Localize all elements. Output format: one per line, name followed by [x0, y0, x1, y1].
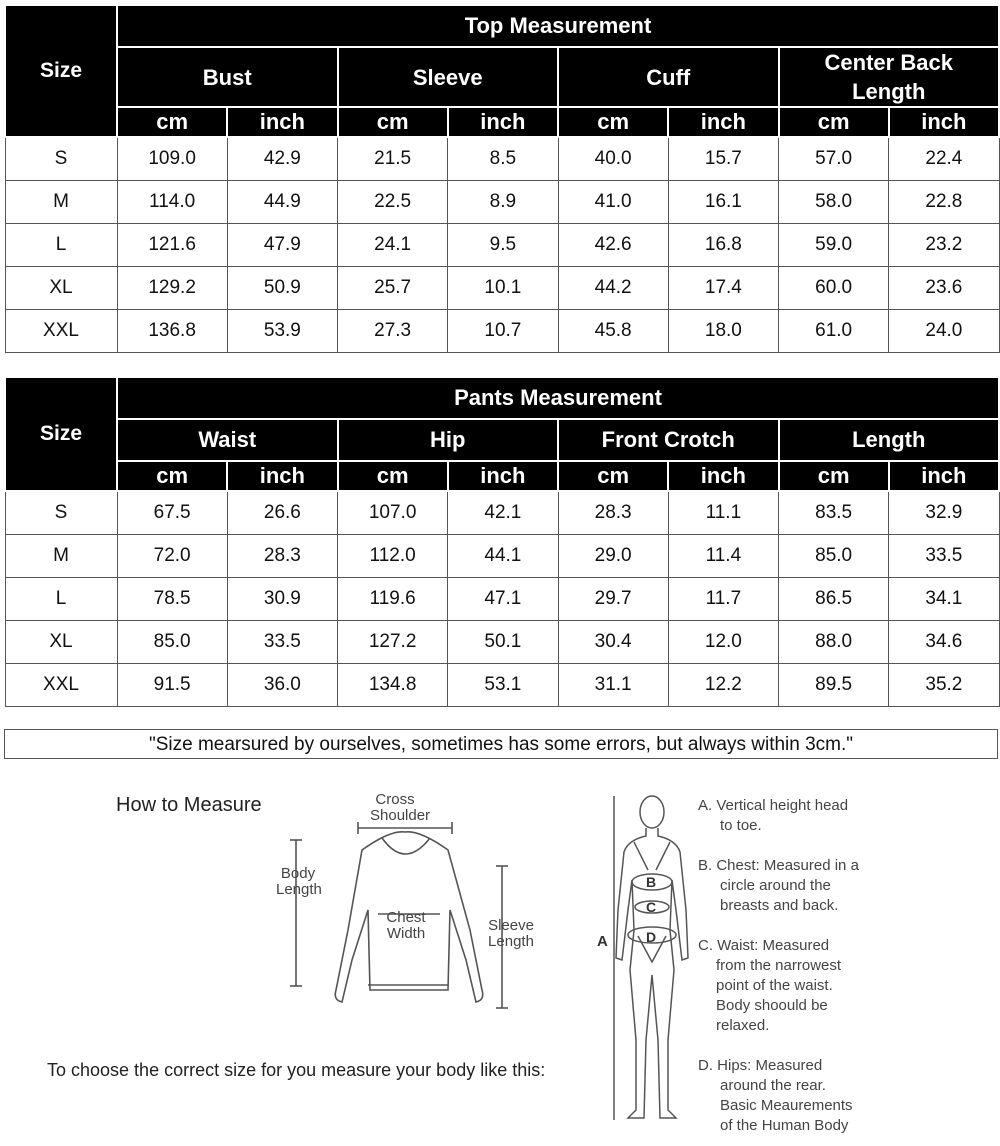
group-header-line: Center Back [824, 50, 953, 75]
size-cell: XL [5, 621, 117, 664]
unit-header: cm [558, 107, 668, 137]
measurement-cell: 22.8 [889, 181, 999, 224]
size-cell: S [5, 137, 117, 181]
group-header: Waist [117, 419, 338, 461]
measurement-cell: 44.2 [558, 267, 668, 310]
group-header [117, 47, 338, 107]
group-header-line: Cuff [646, 64, 691, 90]
measurement-cell: 22.4 [889, 137, 999, 181]
size-column-header: Size [5, 377, 117, 491]
measurement-cell: 8.9 [448, 181, 558, 224]
measurement-cell: 26.6 [227, 491, 337, 535]
group-header-line: Bust [202, 64, 252, 90]
measurement-cell: 33.5 [889, 535, 999, 578]
group-header [558, 47, 779, 107]
measurement-cell: 58.0 [779, 181, 889, 224]
measurement-cell: 107.0 [338, 491, 448, 535]
measurement-cell: 30.4 [558, 621, 668, 664]
legend-a: A. Vertical height head to toe. [698, 797, 849, 834]
how-to-measure-title: How to Measure [116, 794, 262, 816]
measurement-cell: 10.1 [448, 267, 558, 310]
table-row [5, 224, 999, 267]
body-letter-c: C [646, 899, 657, 915]
size-cell: XXL [5, 310, 117, 353]
measurement-cell: 34.1 [889, 578, 999, 621]
measurement-cell: 28.3 [558, 491, 668, 535]
group-header-line: Length [852, 79, 926, 104]
measurement-cell: 31.1 [558, 664, 668, 707]
group-header: Length [779, 419, 1000, 461]
table-row [5, 137, 999, 181]
measurement-cell: 12.0 [668, 621, 778, 664]
measurement-cell: 44.1 [448, 535, 558, 578]
measurement-cell: 109.0 [117, 137, 227, 181]
measurement-cell: 23.2 [889, 224, 999, 267]
size-cell: M [5, 535, 117, 578]
measurement-cell: 27.3 [338, 310, 448, 353]
body-length-label: Body Length [276, 865, 322, 898]
measurement-cell: 11.1 [668, 491, 778, 535]
measurement-cell: 88.0 [779, 621, 889, 664]
size-cell: M [5, 181, 117, 224]
measurement-cell: 50.1 [448, 621, 558, 664]
measurement-cell: 83.5 [779, 491, 889, 535]
measurement-cell: 67.5 [117, 491, 227, 535]
measurement-cell: 41.0 [558, 181, 668, 224]
measurement-cell: 12.2 [668, 664, 778, 707]
top-measurement-table [4, 4, 1000, 353]
measurement-cell: 119.6 [338, 578, 448, 621]
size-cell: L [5, 224, 117, 267]
measurement-cell: 25.7 [338, 267, 448, 310]
unit-header: inch [227, 107, 337, 137]
legend-c: C. Waist: Measured from the narrowest point of the waist. Body shoould be relaxed. [698, 937, 842, 1034]
measurement-cell: 85.0 [117, 621, 227, 664]
table-title: Top Measurement [117, 5, 999, 47]
group-header-row [5, 47, 999, 107]
measurement-cell: 17.4 [668, 267, 778, 310]
group-header-line: Sleeve [412, 64, 483, 90]
measurement-cell: 91.5 [117, 664, 227, 707]
measurement-cell: 10.7 [448, 310, 558, 353]
measurement-cell: 15.7 [668, 137, 778, 181]
measurement-cell: 42.9 [227, 137, 337, 181]
size-cell: L [5, 578, 117, 621]
measurement-cell: 16.1 [668, 181, 778, 224]
unit-header: cm [558, 461, 668, 491]
measurement-cell: 30.9 [227, 578, 337, 621]
table-row [5, 535, 999, 578]
measurement-cell: 129.2 [117, 267, 227, 310]
chest-width-label: Chest Width [386, 909, 426, 942]
body-figure-illustration [608, 790, 698, 1130]
measurement-cell: 18.0 [668, 310, 778, 353]
measurement-cell: 53.1 [448, 664, 558, 707]
measurement-cell: 42.6 [558, 224, 668, 267]
unit-header: inch [668, 107, 778, 137]
group-header-row [5, 419, 999, 461]
measurement-cell: 22.5 [338, 181, 448, 224]
measurement-cell: 28.3 [227, 535, 337, 578]
group-header [338, 47, 559, 107]
unit-header: cm [117, 107, 227, 137]
unit-header: cm [338, 461, 448, 491]
measurement-cell: 44.9 [227, 181, 337, 224]
measurement-cell: 35.2 [889, 664, 999, 707]
measurement-cell: 45.8 [558, 310, 668, 353]
measurement-cell: 33.5 [227, 621, 337, 664]
measurement-cell: 36.0 [227, 664, 337, 707]
body-letter-a: A [597, 933, 608, 950]
measurement-cell: 23.6 [889, 267, 999, 310]
measurement-cell: 29.7 [558, 578, 668, 621]
measurement-cell: 59.0 [779, 224, 889, 267]
table-row [5, 491, 999, 535]
size-cell: XXL [5, 664, 117, 707]
measurement-cell: 127.2 [338, 621, 448, 664]
body-letter-b: B [646, 874, 657, 890]
measurement-cell: 47.1 [448, 578, 558, 621]
table-row [5, 578, 999, 621]
measurement-cell: 78.5 [117, 578, 227, 621]
unit-header: cm [117, 461, 227, 491]
how-to-measure-instruction: To choose the correct size for you measure your body like this: [47, 1060, 546, 1080]
measurement-cell: 86.5 [779, 578, 889, 621]
unit-header: cm [338, 107, 448, 137]
unit-header: inch [448, 107, 558, 137]
legend-b: B. Chest: Measured in a circle around the breasts and back. [698, 857, 859, 914]
measurement-cell: 11.7 [668, 578, 778, 621]
measurement-cell: 24.1 [338, 224, 448, 267]
measurement-cell: 32.9 [889, 491, 999, 535]
size-cell: XL [5, 267, 117, 310]
measurement-cell: 136.8 [117, 310, 227, 353]
unit-header: cm [779, 461, 889, 491]
measurement-cell: 85.0 [779, 535, 889, 578]
unit-header: cm [779, 107, 889, 137]
measurement-cell: 72.0 [117, 535, 227, 578]
measurement-cell: 60.0 [779, 267, 889, 310]
table-row [5, 664, 999, 707]
measurement-cell: 50.9 [227, 267, 337, 310]
table-row [5, 310, 999, 353]
measurement-cell: 114.0 [117, 181, 227, 224]
measurement-cell: 112.0 [338, 535, 448, 578]
measurement-cell: 24.0 [889, 310, 999, 353]
table-row [5, 181, 999, 224]
sleeve-length-label: Sleeve Length [488, 917, 534, 950]
table-row [5, 621, 999, 664]
table-row [5, 267, 999, 310]
measurement-cell: 21.5 [338, 137, 448, 181]
cross-shoulder-label: Cross Shoulder [370, 791, 431, 824]
measurement-cell: 34.6 [889, 621, 999, 664]
measurement-note: "Size mearsured by ourselves, sometimes has some errors, but always within 3cm." [4, 729, 998, 759]
unit-header: inch [668, 461, 778, 491]
pants-measurement-table [4, 376, 1000, 707]
table-header-row [5, 5, 999, 47]
measurement-cell: 42.1 [448, 491, 558, 535]
legend-d: D. Hips: Measured around the rear. Basic Meaurements of the Human Body [698, 1057, 853, 1134]
measurement-cell: 53.9 [227, 310, 337, 353]
measurement-cell: 47.9 [227, 224, 337, 267]
unit-header: inch [889, 461, 999, 491]
size-column-header: Size [5, 5, 117, 137]
unit-header: inch [227, 461, 337, 491]
group-header: Hip [338, 419, 559, 461]
unit-header-row [5, 461, 999, 491]
unit-header: inch [889, 107, 999, 137]
measurement-cell: 11.4 [668, 535, 778, 578]
measurement-cell: 121.6 [117, 224, 227, 267]
body-letter-d: D [646, 929, 657, 945]
measurement-cell: 134.8 [338, 664, 448, 707]
measurement-cell: 29.0 [558, 535, 668, 578]
table-title: Pants Measurement [117, 377, 999, 419]
measurement-cell: 8.5 [448, 137, 558, 181]
group-header: Front Crotch [558, 419, 779, 461]
group-header [779, 47, 1000, 107]
measurement-cell: 57.0 [779, 137, 889, 181]
size-cell: S [5, 491, 117, 535]
measurement-cell: 61.0 [779, 310, 889, 353]
measurement-cell: 9.5 [448, 224, 558, 267]
measurement-cell: 16.8 [668, 224, 778, 267]
table-header-row [5, 377, 999, 419]
measurement-cell: 40.0 [558, 137, 668, 181]
unit-header-row [5, 107, 999, 137]
unit-header: inch [448, 461, 558, 491]
measurement-cell: 89.5 [779, 664, 889, 707]
